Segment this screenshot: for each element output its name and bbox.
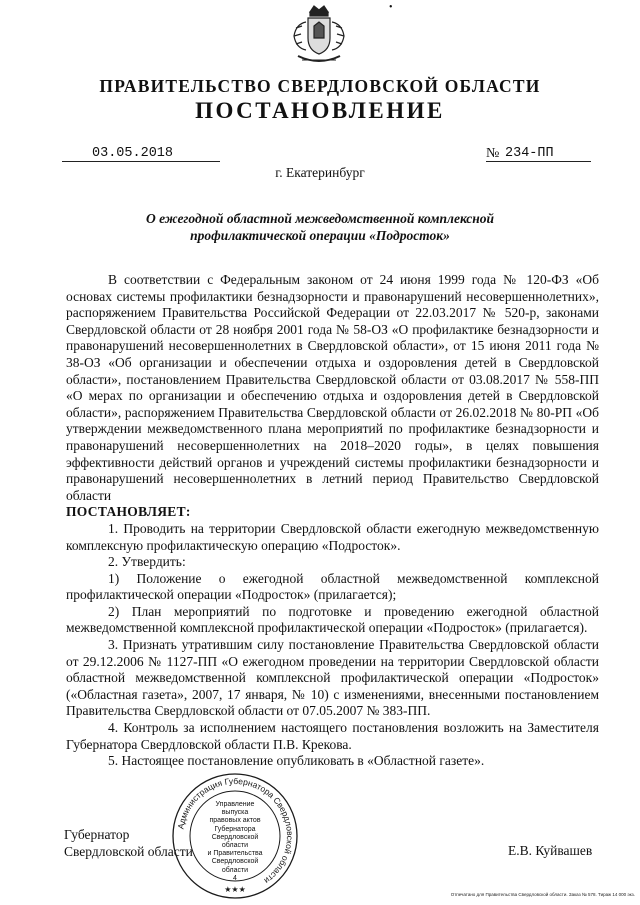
stamp-line: Свердловской области xyxy=(211,833,259,850)
document-heading xyxy=(110,210,530,244)
signatory-name: Е.В. Куйвашев xyxy=(508,843,593,858)
document-number: 234-ПП xyxy=(505,146,554,161)
stamp-line: выпуска xyxy=(221,809,249,817)
item-4: 4. Контроль за исполнением настоящего постановления возложить на Заместителя Губернатора Свердловской области П.В. Крекова. xyxy=(66,720,599,752)
stamp-ring-text: Администрация Губернатора Свердловской области xyxy=(175,775,296,887)
stamp-line: правовых актов xyxy=(209,817,261,825)
stamp-line: Управление xyxy=(215,801,255,808)
stamp-line: Губернатора xyxy=(214,825,256,833)
signatory-position-line-2: Свердловской области xyxy=(64,844,193,859)
item-5: 5. Настоящее постановление опубликовать в «Областной газете». xyxy=(108,753,485,769)
top-mark: • xyxy=(389,2,393,13)
document-body xyxy=(66,272,599,770)
printing-imprint: Отпечатано для Правительства Свердловской области. Заказ № 578. Тираж 14 000 экз. xyxy=(450,892,635,897)
preamble-paragraph: В соответствии с Федеральным законом от 24 июня 1999 года № 120-ФЗ «Об основах системы профилактики безнадзорности и правонарушений несовершеннолетних», распоряжением Правительства Российской Федерации от 22.03.2017 № 520-р, законами Свердловской области от 28 ноября 2001 года № 58-ОЗ «О профилактике безнадзорности и правонарушений несовершеннолетних в Свердловской области», от 15 июня 2011 года № 38-ОЗ «Об организации и обеспечении отдыха и оздоровления детей в Свердловской области», постановлением Правительства Свердловской области от 03.08.2017 № 558-ПП «О мерах по организации и обеспечению отдыха и оздоровления детей в Свердловской области», распоряжением Правительства Свердловской области от 26.02.2018 № 80-РП «Об утверждении межведомственного плана мероприятий по профилактике безнадзорности и правонарушений несовершеннолетних на 2018–2020 годы», в целях повышения эффективности действий органов и учреждений системы профилактики безнадзорности и правонарушений несовершеннолетних в летний период Правительство Свердловской области xyxy=(66,272,599,503)
stamp-stars: ★★★ xyxy=(224,885,246,894)
stamp-inner-text xyxy=(199,801,271,883)
item-2-1: 1) Положение о ежегодной областной межведомственной комплексной профилактической операции «Подросток» (прилагается); xyxy=(66,570,599,603)
stamp-line: Свердловской xyxy=(211,858,259,866)
decree-heading: ПОСТАНОВЛЯЕТ: xyxy=(66,504,191,520)
signatory-position-line-1: Губернатор xyxy=(64,827,130,842)
stamp-line: области xyxy=(221,866,249,874)
document-date: 03.05.2018 xyxy=(92,146,174,161)
item-3: 3. Признать утратившим силу постановление Правительства Свердловской области от 29.12.2006 № 1127-ПП «О ежегодном проведении на территории Свердловской области областной межведомственной комплексной профилактической операции «Подросток» («Областная газета», 2007, 17 января, № 10) с изменениями, внесенными постановлением Правительства Свердловской области от 07.05.2007 № 383-ПП. xyxy=(66,637,599,719)
number-sign: № xyxy=(486,146,500,161)
date-field xyxy=(62,147,220,162)
item-2-2: 2) План мероприятий по подготовке и проведению ежегодной областной межведомственной комплексной профилактической операции «Подросток» (прилагается). xyxy=(66,603,599,636)
coat-of-arms-icon xyxy=(288,4,350,70)
heading-line-2: профилактической операции «Подросток» xyxy=(190,228,450,243)
city: г. Екатеринбург xyxy=(275,165,365,180)
item-1: 1. Проводить на территории Свердловской области ежегодную межведомственную комплексную профилактическую операцию «Подросток». xyxy=(66,520,599,553)
item-2: 2. Утвердить: xyxy=(108,554,186,570)
stamp-line: 4 xyxy=(233,874,237,882)
government-name: ПРАВИТЕЛЬСТВО СВЕРДЛОВСКОЙ ОБЛАСТИ xyxy=(99,76,541,96)
document-type: ПОСТАНОВЛЕНИЕ xyxy=(195,98,445,123)
stamp-line: и Правительства xyxy=(207,850,263,858)
heading-line-1: О ежегодной областной межведомственной комплексной xyxy=(145,211,495,226)
